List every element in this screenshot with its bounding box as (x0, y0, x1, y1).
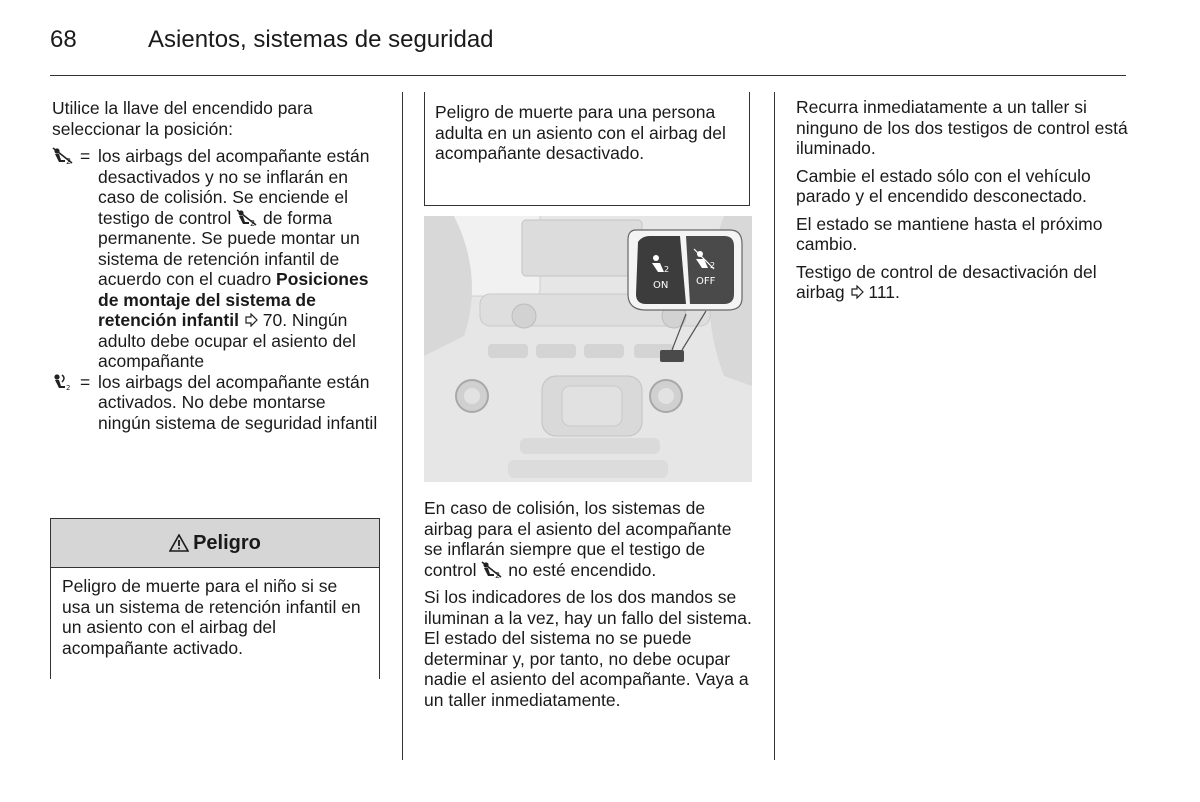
svg-text:2: 2 (495, 570, 501, 579)
airbag-on-icon (52, 372, 76, 393)
illustration-label-off: OFF (696, 276, 716, 287)
paragraph-control-light (796, 262, 1128, 303)
collision-text-a: En caso de colisión, los sistemas de airbag para el asiento del acompañante se inflarán siempre que el testigo de control (424, 498, 732, 580)
paragraph-state-kept: El estado se mantiene hasta el próximo cambio. (796, 213, 1103, 254)
illustration-label-on: ON (653, 280, 669, 291)
airbag-off-icon (236, 209, 258, 227)
paragraph-system-fault: Si los indicadores de los dos mandos se iluminan a la vez, hay un fallo del sistema. El estado del sistema no se puede determinar y, por tanto, no debe ocupar nadie el asiento del acompañante. Vaya a un taller inmediatamente. (424, 587, 752, 710)
page-title: Asientos, sistemas de seguridad (148, 26, 494, 53)
definition-airbag-on (52, 372, 380, 434)
airbag-on-text: los airbags del acompañante están activados. No debe montarse ningún sistema de seguridad infantil (98, 371, 378, 433)
paragraph-collision (424, 498, 754, 580)
column-left (52, 98, 380, 433)
definition-airbag-off (52, 146, 380, 372)
airbag-off-text-a: los airbags del acompañante están desactivados y no se inflarán en caso de colisión. Se enciende el testigo de control (98, 146, 370, 228)
svg-text:2: 2 (250, 218, 256, 227)
airbag-off-icon (52, 146, 76, 167)
warning-heading: Peligro (193, 531, 261, 554)
equals-sign: = (80, 146, 91, 166)
svg-text:2: 2 (66, 157, 72, 165)
control-light-text: Testigo de control de desactivación del airbag (796, 261, 1097, 302)
page-reference-arrow-icon (244, 313, 258, 327)
column-right-text (796, 97, 1128, 310)
control-light-end: . (895, 282, 900, 302)
warning-triangle-icon (169, 534, 189, 552)
warning-body: Peligro de muerte para el niño si se usa un sistema de retención infantil en un asiento con el airbag del acompañante activado. (62, 576, 361, 658)
page-reference-70[interactable]: 70 (262, 310, 283, 330)
page-reference-111[interactable]: 111 (868, 282, 896, 302)
table-reference-title: Posiciones de montaje del sistema de retención infantil (98, 269, 369, 330)
airbag-off-icon (481, 561, 503, 579)
collision-text-b: no esté encendido. (508, 559, 657, 580)
warning-header (51, 519, 379, 568)
svg-text:2: 2 (66, 383, 71, 391)
svg-text:2: 2 (664, 265, 670, 274)
equals-sign: = (80, 371, 91, 392)
danger-warning-box (50, 518, 380, 679)
paragraph-change-state: Cambie el estado sólo con el vehículo parado y el encendido desconectado. (796, 165, 1091, 206)
column-middle-text (424, 498, 754, 717)
paragraph-workshop: Recurra inmediatamente a un taller si ninguno de los dos testigos de control está iluminado. (796, 97, 1128, 158)
intro-paragraph: Utilice la llave del encendido para seleccionar la posición: (52, 98, 313, 139)
page-reference-arrow-icon (850, 285, 864, 299)
console-illustration (424, 216, 752, 482)
airbag-off-text-b: de forma permanente. Se puede montar un sistema de retención infantil de acuerdo con el cuadro (98, 207, 360, 289)
page-number: 68 (50, 26, 77, 53)
header-divider (50, 75, 1126, 76)
airbag-off-text-c: . Ningún adulto debe ocupar el asiento del acompañante (98, 310, 356, 371)
svg-text:2: 2 (710, 261, 716, 270)
danger-box-continued: Peligro de muerte para una persona adulta en un asiento con el airbag del acompañante desactivado. (424, 92, 750, 206)
